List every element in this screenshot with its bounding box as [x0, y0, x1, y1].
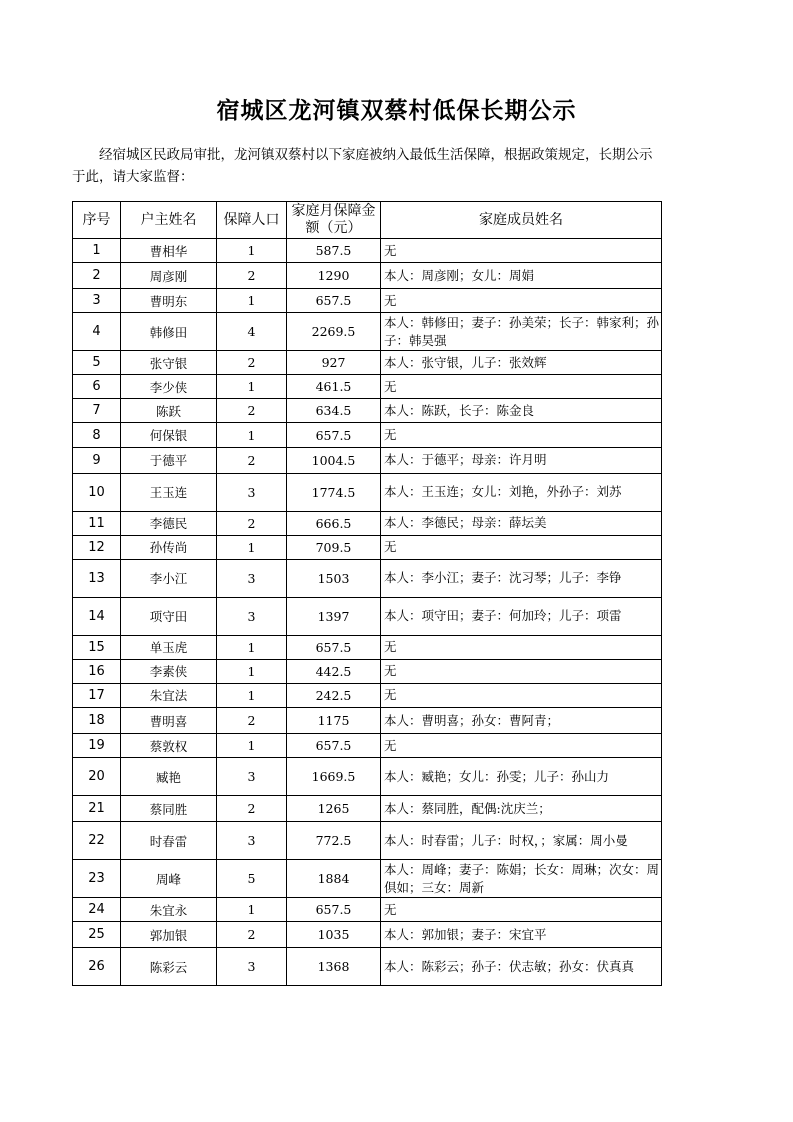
table-row: [73, 898, 662, 922]
cell-members: 本人：李德民；母亲：薛坛美: [381, 511, 662, 535]
cell-members: 本人：蔡同胜，配偶:沈庆兰；: [381, 796, 662, 822]
header-no: 序号: [73, 202, 121, 239]
cell-no: 24: [73, 898, 121, 922]
cell-people: 3: [217, 597, 287, 635]
cell-amount: 1290: [287, 263, 381, 289]
cell-head: 李德民: [121, 511, 217, 535]
cell-amount: 442.5: [287, 659, 381, 683]
cell-people: 5: [217, 860, 287, 898]
cell-head: 曹明东: [121, 289, 217, 313]
page-title: 宿城区龙河镇双蔡村低保长期公示: [216, 97, 577, 124]
table-row: [73, 289, 662, 313]
cell-head: 单玉虎: [121, 635, 217, 659]
table-row: [73, 559, 662, 597]
cell-members: 本人：周峰；妻子：陈娟；长女：周琳；次女：周倶如；三女：周新: [381, 860, 662, 898]
cell-people: 1: [217, 535, 287, 559]
cell-amount: 242.5: [287, 683, 381, 707]
table-row: [73, 822, 662, 860]
cell-members: 无: [381, 898, 662, 922]
cell-people: 3: [217, 758, 287, 796]
cell-people: 2: [217, 708, 287, 734]
cell-amount: 772.5: [287, 822, 381, 860]
cell-people: 2: [217, 511, 287, 535]
cell-no: 11: [73, 511, 121, 535]
cell-no: 23: [73, 860, 121, 898]
cell-no: 18: [73, 708, 121, 734]
cell-people: 1: [217, 423, 287, 447]
table-row: [73, 447, 662, 473]
cell-no: 7: [73, 399, 121, 423]
cell-members: 本人：张守银，儿子：张效辉: [381, 351, 662, 375]
table-row: [73, 860, 662, 898]
cell-head: 何保银: [121, 423, 217, 447]
table-row: [73, 597, 662, 635]
cell-amount: 2269.5: [287, 313, 381, 351]
cell-head: 陈彩云: [121, 948, 217, 986]
cell-head: 朱宜永: [121, 898, 217, 922]
cell-people: 3: [217, 948, 287, 986]
cell-no: 1: [73, 239, 121, 263]
cell-members: 本人：陈跃，长子：陈金良: [381, 399, 662, 423]
cell-no: 26: [73, 948, 121, 986]
cell-no: 6: [73, 375, 121, 399]
cell-amount: 657.5: [287, 635, 381, 659]
cell-no: 20: [73, 758, 121, 796]
cell-members: 无: [381, 423, 662, 447]
cell-members: 无: [381, 375, 662, 399]
table-row: [73, 734, 662, 758]
cell-head: 蔡同胜: [121, 796, 217, 822]
table-row: [73, 922, 662, 948]
cell-amount: 657.5: [287, 898, 381, 922]
cell-members: 本人：臧艳；女儿：孙雯；儿子：孙山力: [381, 758, 662, 796]
cell-amount: 1397: [287, 597, 381, 635]
cell-no: 21: [73, 796, 121, 822]
cell-people: 3: [217, 559, 287, 597]
cell-people: 1: [217, 898, 287, 922]
header-people: 保障人口: [217, 202, 287, 239]
cell-people: 2: [217, 263, 287, 289]
cell-people: 2: [217, 399, 287, 423]
table-row: [73, 239, 662, 263]
table-row: [73, 535, 662, 559]
cell-head: 韩修田: [121, 313, 217, 351]
table-row: [73, 423, 662, 447]
cell-amount: 1503: [287, 559, 381, 597]
cell-people: 4: [217, 313, 287, 351]
cell-people: 1: [217, 683, 287, 707]
cell-head: 时春雷: [121, 822, 217, 860]
cell-head: 孙传尚: [121, 535, 217, 559]
header-members: 家庭成员姓名: [381, 202, 662, 239]
cell-head: 蔡敦权: [121, 734, 217, 758]
header-head: 户主姓名: [121, 202, 217, 239]
cell-people: 1: [217, 635, 287, 659]
cell-members: 无: [381, 635, 662, 659]
cell-people: 1: [217, 239, 287, 263]
table-row: [73, 375, 662, 399]
cell-head: 朱宜法: [121, 683, 217, 707]
cell-members: 无: [381, 683, 662, 707]
cell-amount: 1884: [287, 860, 381, 898]
cell-members: 无: [381, 289, 662, 313]
table-row: [73, 473, 662, 511]
cell-members: 本人：曹明喜；孙女：曹阿青；: [381, 708, 662, 734]
header-amount: 家庭月保障金额（元）: [287, 202, 381, 239]
cell-members: 本人：时春雷；儿子：时权，；家属：周小曼: [381, 822, 662, 860]
cell-amount: 657.5: [287, 734, 381, 758]
intro-paragraph: 经宿城区民政局审批，龙河镇双蔡村以下家庭被纳入最低生活保障，根据政策规定，长期公示于此，请大家监督：: [72, 147, 653, 185]
cell-people: 1: [217, 289, 287, 313]
cell-amount: 657.5: [287, 423, 381, 447]
subsidy-table: [72, 201, 662, 986]
cell-head: 郭加银: [121, 922, 217, 948]
cell-no: 2: [73, 263, 121, 289]
cell-amount: 634.5: [287, 399, 381, 423]
cell-amount: 1004.5: [287, 447, 381, 473]
cell-people: 2: [217, 796, 287, 822]
table-row: [73, 511, 662, 535]
cell-members: 无: [381, 659, 662, 683]
cell-head: 周峰: [121, 860, 217, 898]
cell-head: 项守田: [121, 597, 217, 635]
cell-people: 1: [217, 734, 287, 758]
table-row: [73, 796, 662, 822]
cell-members: 本人：郭加银；妻子：宋宜平: [381, 922, 662, 948]
cell-no: 13: [73, 559, 121, 597]
cell-head: 李素侠: [121, 659, 217, 683]
cell-no: 14: [73, 597, 121, 635]
cell-people: 3: [217, 473, 287, 511]
cell-head: 李少侠: [121, 375, 217, 399]
cell-head: 曹相华: [121, 239, 217, 263]
cell-amount: 1175: [287, 708, 381, 734]
cell-members: 无: [381, 239, 662, 263]
cell-people: 2: [217, 351, 287, 375]
cell-amount: 461.5: [287, 375, 381, 399]
table-row: [73, 351, 662, 375]
cell-members: 本人：周彦刚；女儿：周娟: [381, 263, 662, 289]
table-row: [73, 659, 662, 683]
cell-no: 25: [73, 922, 121, 948]
cell-no: 17: [73, 683, 121, 707]
table-row: [73, 708, 662, 734]
cell-amount: 927: [287, 351, 381, 375]
cell-people: 2: [217, 447, 287, 473]
cell-members: 本人：王玉连；女儿：刘艳，外孙子：刘苏: [381, 473, 662, 511]
cell-amount: 666.5: [287, 511, 381, 535]
cell-no: 22: [73, 822, 121, 860]
table-row: [73, 948, 662, 986]
cell-members: 本人：韩修田；妻子：孙美荣；长子：韩家利；孙子：韩昊强: [381, 313, 662, 351]
cell-amount: 1368: [287, 948, 381, 986]
cell-amount: 657.5: [287, 289, 381, 313]
cell-head: 陈跃: [121, 399, 217, 423]
cell-members: 本人：于德平；母亲：许月明: [381, 447, 662, 473]
table-row: [73, 313, 662, 351]
cell-no: 5: [73, 351, 121, 375]
cell-people: 1: [217, 659, 287, 683]
cell-amount: 1669.5: [287, 758, 381, 796]
table-row: [73, 683, 662, 707]
cell-head: 于德平: [121, 447, 217, 473]
cell-no: 4: [73, 313, 121, 351]
cell-members: 本人：项守田；妻子：何加玲；儿子：项雷: [381, 597, 662, 635]
cell-head: 曹明喜: [121, 708, 217, 734]
table-row: [73, 758, 662, 796]
cell-people: 3: [217, 822, 287, 860]
cell-no: 12: [73, 535, 121, 559]
table-row: [73, 263, 662, 289]
table-row: [73, 399, 662, 423]
cell-amount: 1265: [287, 796, 381, 822]
cell-head: 张守银: [121, 351, 217, 375]
cell-amount: 587.5: [287, 239, 381, 263]
cell-amount: 1035: [287, 922, 381, 948]
cell-no: 10: [73, 473, 121, 511]
cell-head: 李小江: [121, 559, 217, 597]
cell-no: 16: [73, 659, 121, 683]
table-header-row: [73, 202, 662, 239]
table-row: [73, 635, 662, 659]
cell-head: 王玉连: [121, 473, 217, 511]
cell-people: 1: [217, 375, 287, 399]
cell-people: 2: [217, 922, 287, 948]
cell-no: 3: [73, 289, 121, 313]
cell-no: 19: [73, 734, 121, 758]
cell-no: 8: [73, 423, 121, 447]
cell-no: 9: [73, 447, 121, 473]
cell-head: 周彦刚: [121, 263, 217, 289]
cell-members: 无: [381, 734, 662, 758]
cell-members: 本人：陈彩云；孙子：伏志敏；孙女：伏真真: [381, 948, 662, 986]
cell-no: 15: [73, 635, 121, 659]
cell-amount: 1774.5: [287, 473, 381, 511]
cell-members: 本人：李小江；妻子：沈习琴；儿子：李铮: [381, 559, 662, 597]
cell-members: 无: [381, 535, 662, 559]
cell-head: 臧艳: [121, 758, 217, 796]
cell-amount: 709.5: [287, 535, 381, 559]
